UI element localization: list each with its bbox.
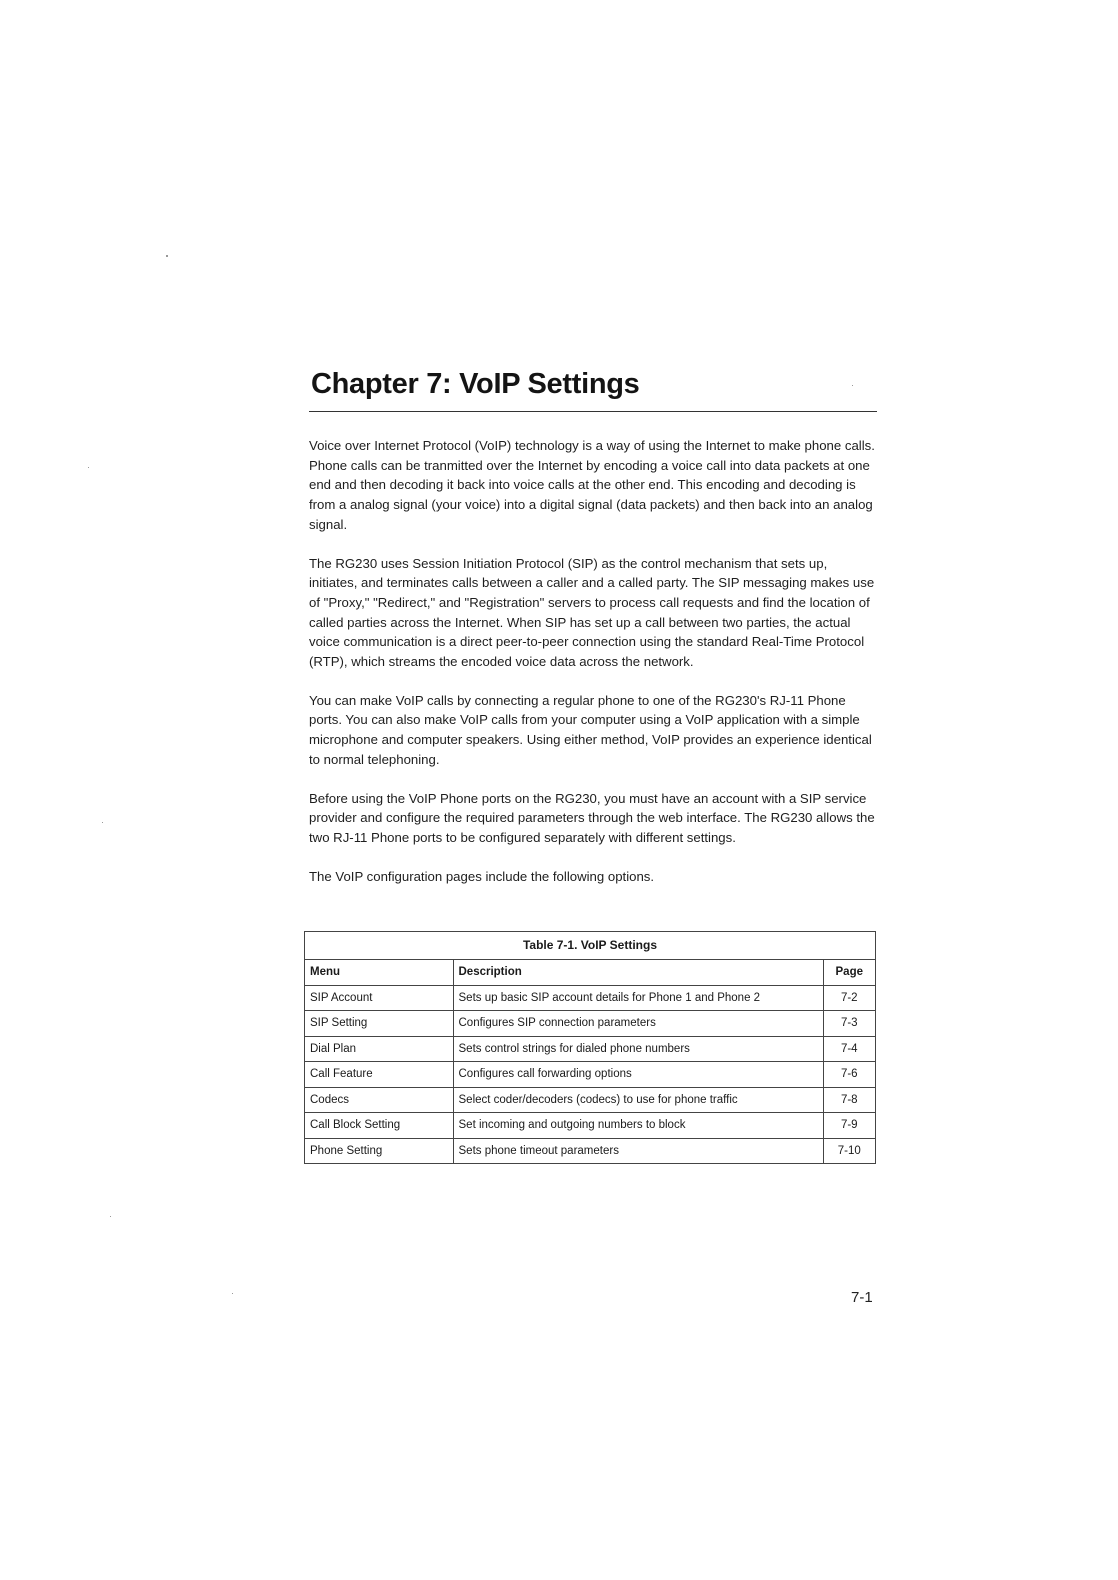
table-row <box>305 1011 875 1037</box>
row-page: 7-4 <box>823 1036 875 1062</box>
scan-speck <box>232 1293 233 1294</box>
row-page: 7-8 <box>823 1087 875 1113</box>
row-menu: SIP Account <box>305 985 453 1011</box>
row-description: Sets control strings for dialed phone numbers <box>453 1036 823 1062</box>
paragraph-calls: You can make VoIP calls by connecting a regular phone to one of the RG230's RJ-11 Phone ports. You can also make VoIP calls from your computer using a VoIP application with a simple microphone and computer speakers. Using either method, VoIP provides an experience identical to normal telephoning. <box>309 692 872 767</box>
header-menu: Menu <box>305 960 453 985</box>
table-caption: Table 7-1. VoIP Settings <box>305 932 875 960</box>
paragraph-intro: Voice over Internet Protocol (VoIP) technology is a way of using the Internet to make phone calls. Phone calls can be tranmitted over the Internet by encoding a voice call into data packets at one end and then decoding it back into voice calls at the other end. This encoding and decoding is from a analog signal (your voice) into a digital signal (data packets) and then back into an analog signal. <box>309 438 875 532</box>
row-menu: Dial Plan <box>305 1036 453 1062</box>
row-menu: Phone Setting <box>310 1144 383 1157</box>
table-row <box>305 985 875 1011</box>
table-row <box>305 1062 875 1088</box>
row-menu: SIP Setting <box>305 1011 453 1037</box>
row-description: Sets up basic SIP account details for Phone 1 and Phone 2 <box>453 985 823 1011</box>
scan-speck <box>110 1216 111 1217</box>
row-page: 7-9 <box>823 1113 875 1139</box>
paragraph-setup: Before using the VoIP Phone ports on the RG230, you must have an account with a SIP service provider and configure the required parameters through the web interface. The RG230 allows the two RJ-11 Phone ports to be configured separately with different settings. <box>309 790 875 845</box>
row-page: 7-10 <box>823 1138 875 1163</box>
header-description: Description <box>453 960 823 985</box>
table-row <box>305 1138 875 1163</box>
header-page: Page <box>823 960 875 985</box>
scan-speck <box>852 385 853 386</box>
table-row <box>305 1113 875 1139</box>
row-description: Configures call forwarding options <box>453 1062 823 1088</box>
page-number: 7-1 <box>851 1289 873 1306</box>
row-menu: Call Feature <box>305 1062 453 1088</box>
row-description: Sets phone timeout parameters <box>453 1138 823 1163</box>
voip-settings-table <box>304 931 876 1164</box>
row-page: 7-3 <box>823 1011 875 1037</box>
paragraph-options: The VoIP configuration pages include the following options. <box>309 868 655 884</box>
title-divider <box>309 411 877 412</box>
chapter-title: Chapter 7: VoIP Settings <box>311 368 640 400</box>
row-page: 7-6 <box>823 1062 875 1088</box>
scan-speck <box>88 467 89 468</box>
table-row <box>305 1087 875 1113</box>
body-text <box>309 436 879 905</box>
scan-speck <box>102 822 103 823</box>
row-description: Set incoming and outgoing numbers to block <box>453 1113 823 1139</box>
row-description: Configures SIP connection parameters <box>453 1011 823 1037</box>
paragraph-sip: The RG230 uses Session Initiation Protocol (SIP) as the control mechanism that sets up, initiates, and terminates calls between a caller and a called party. The SIP messaging makes use of "Proxy," "Redirect," and "Registration" servers to process call requests and find the location of called parties across the Internet. When SIP has set up a call between two parties, the actual voice communication is a direct peer-to-peer connection using the standard Real-Time Protocol (RTP), which streams the encoded voice data across the network. <box>309 555 875 670</box>
table-header-row <box>305 960 875 985</box>
row-menu: Codecs <box>305 1087 453 1113</box>
scan-speck <box>166 255 168 257</box>
row-menu: Call Block Setting <box>305 1113 453 1139</box>
row-description: Select coder/decoders (codecs) to use for phone traffic <box>453 1087 823 1113</box>
row-page: 7-2 <box>823 985 875 1011</box>
table-row <box>305 1036 875 1062</box>
